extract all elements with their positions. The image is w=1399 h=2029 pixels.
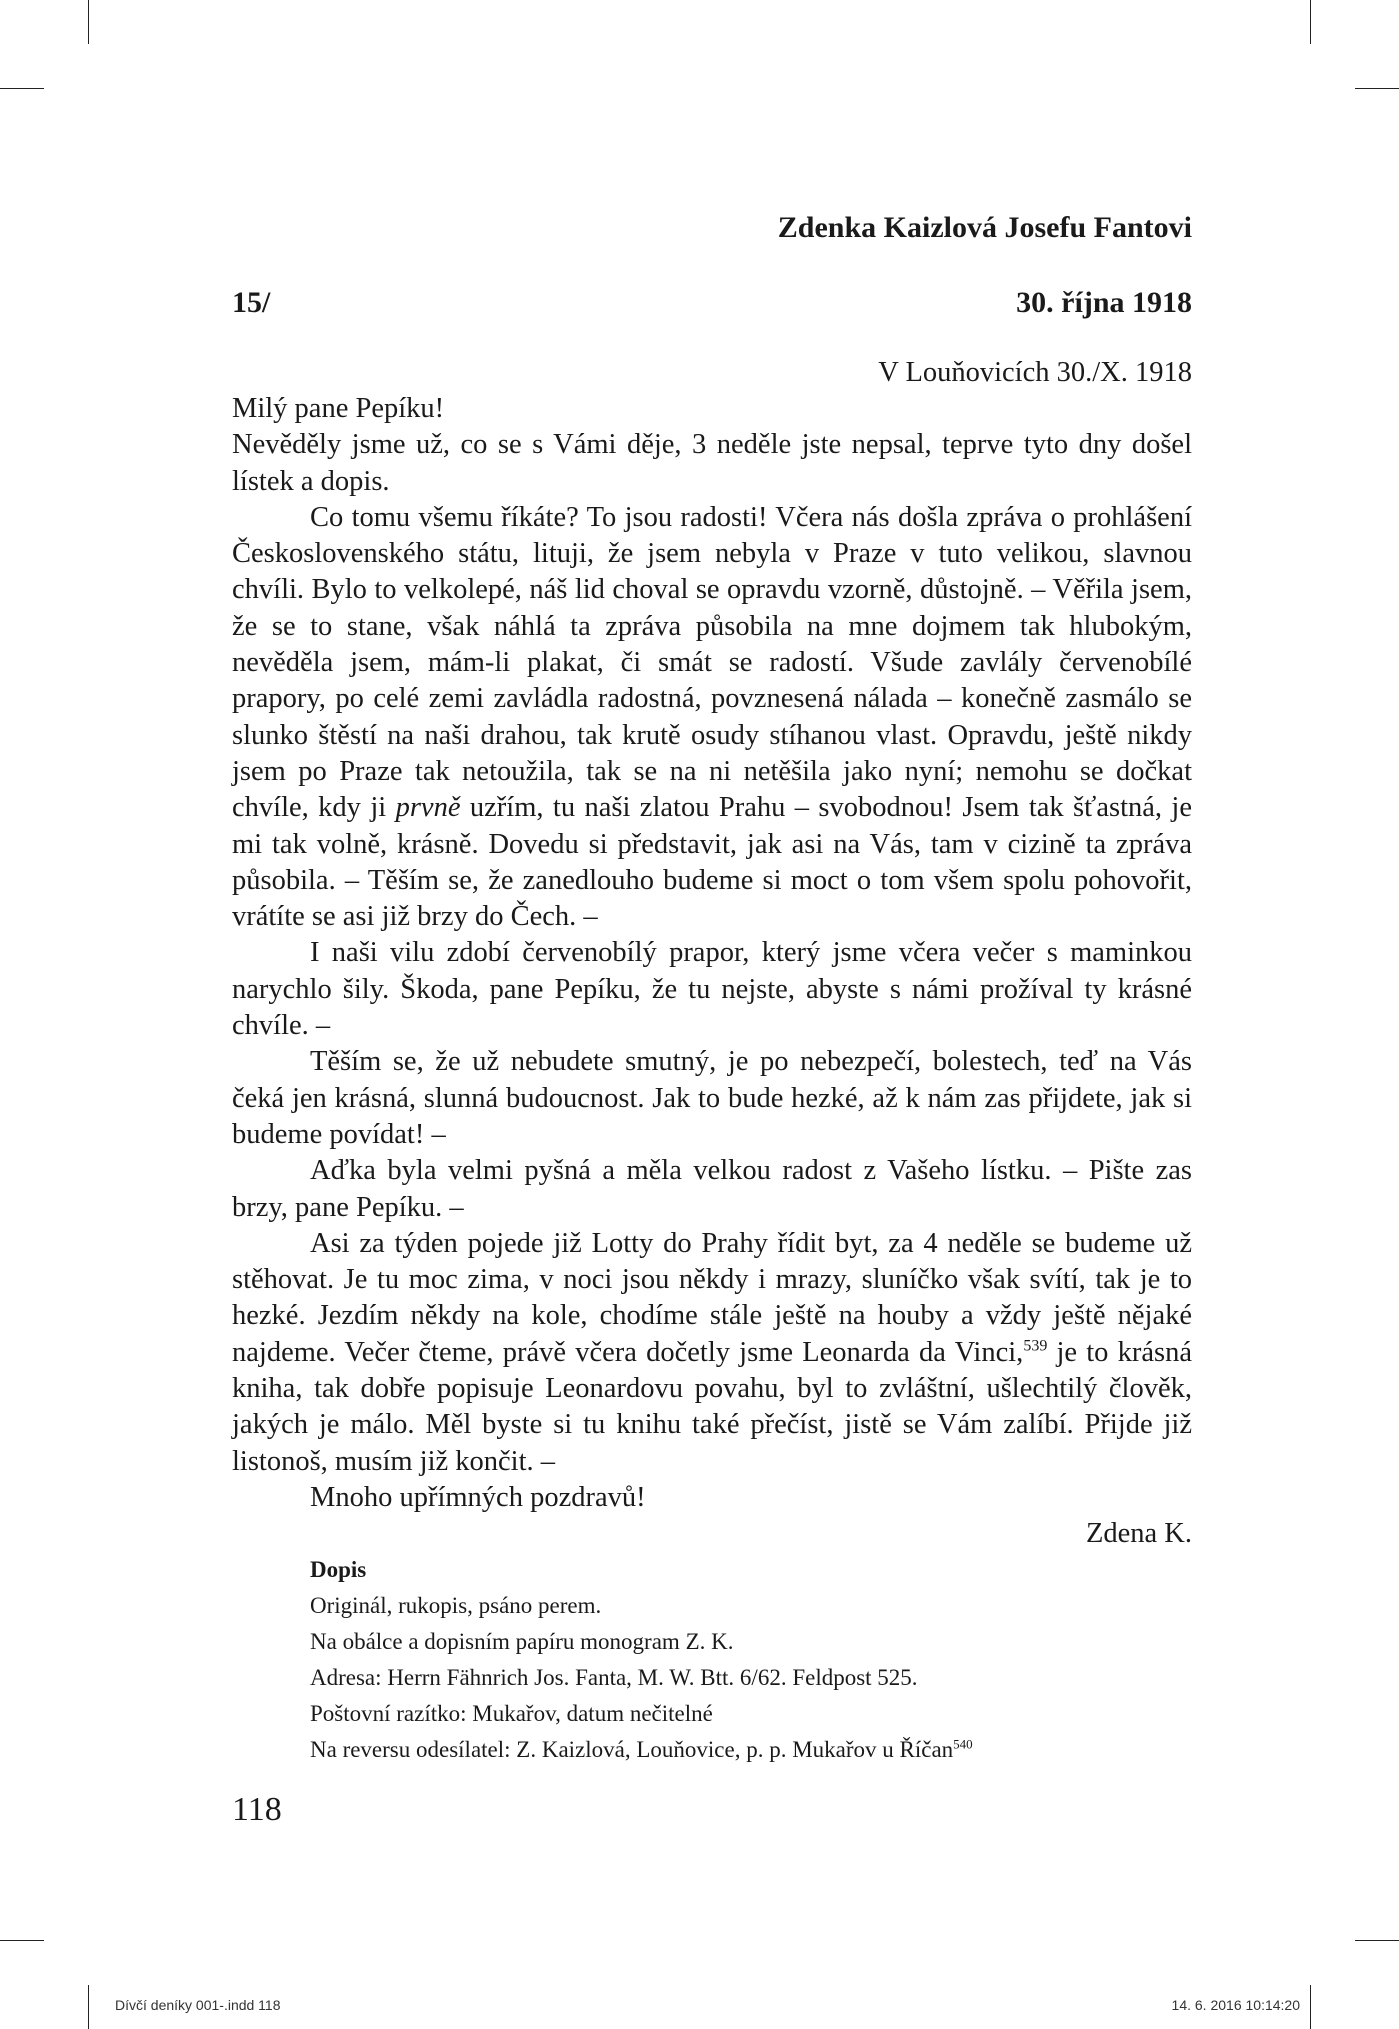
- crop-mark: [1355, 88, 1399, 89]
- paragraph: Nevěděly jsme už, co se s Vámi děje, 3 neděle jste nepsal, teprve tyto dny došel lístek a dopis.: [232, 429, 1192, 497]
- paragraph: [232, 500, 1192, 936]
- letter-date: 30. října 1918: [1016, 286, 1192, 319]
- crop-mark: [88, 0, 89, 44]
- note-line: [310, 1732, 1190, 1768]
- paragraph-text: Asi za týden pojede již Lotty do Prahy řídit byt, za 4 neděle se budeme už stěhovat. Je tu moc zima, v noci jsou někdy i mrazy, sluníčko však svítí, tak je to hezké. Jezdím někdy na kole, chodíme stále ještě na houby a vždy ještě nějaké najdeme. Večer čteme, právě včera dočetly jsme Leonarda da Vinci,: [232, 1227, 1192, 1368]
- closing: Mnoho upřímných pozdravů!: [310, 1481, 646, 1513]
- crop-mark: [1355, 1940, 1399, 1941]
- crop-mark: [1310, 1985, 1311, 2029]
- footnote-ref: 540: [953, 1736, 973, 1752]
- paragraph-text: je to krásná kniha, tak dobře popisuje Leonardovu povahu, byl to zvláštní, ušlechtilý člověk, jakých je málo. Měl byste si tu knihu také přečíst, jistě se Vám zalíbí. Přijde již listonoš, musím již končit. –: [232, 1336, 1193, 1477]
- note-line: Adresa: Herrn Fähnrich Jos. Fanta, M. W. Btt. 6/62. Feldpost 525.: [310, 1665, 918, 1690]
- paragraph: [232, 1226, 1192, 1480]
- paragraph: I naši vilu zdobí červenobílý prapor, který jsme včera večer s maminkou narychlo šily. Škoda, pane Pepíku, že tu nejste, abyste s námi prožíval ty krásné chvíle. –: [232, 937, 1192, 1042]
- paragraph-text: Co tomu všemu říkáte? To jsou radosti! Včera nás došla zpráva o prohlášení Československého státu, lituji, že jsem nebyla v Praze v tuto velikou, slavnou chvíli. Bylo to velkolepé, náš lid choval se opravdu vzorně, důstojně. – Věřila jsem, že se to stane, však náhlá ta zpráva působila na mne dojmem tak hlubokým, nevěděla jsem, mám-li plakat, či smát se radostí. Všude zavlály červenobílé prapory, po celé zemi zavládla radostná, povznesená nálada – konečně zasmálo se slunko štěstí na naši drahou, tak krutě osudy stíhanou vlast. Opravdu, ještě nikdy jsem po Praze tak netoužila, tak se na ni netěšila jako nyní; nemohu se dočkat chvíle, kdy ji: [232, 501, 1192, 824]
- paragraph-text: uzřím, tu naši zlatou Prahu – svobodnou! Jsem tak šťastná, je mi tak volně, krásně. Dovedu si představit, jak asi na Vás, tam v cizině ta zpráva působila. – Těším se, že zanedlouho budeme si moct o tom všem spolu pohovořit, vrátíte se asi již brzy do Čech. –: [232, 792, 1192, 933]
- place-date: V Louňovicích 30./X. 1918: [878, 357, 1192, 388]
- print-slug-datetime: 14. 6. 2016 10:14:20: [1171, 1997, 1300, 2013]
- crop-mark: [1310, 0, 1311, 44]
- italic-word: prvně: [395, 792, 461, 824]
- letter-number: 15/: [232, 286, 271, 319]
- source-note: [310, 1552, 1190, 1768]
- note-line: Poštovní razítko: Mukařov, datum nečitelné: [310, 1701, 713, 1726]
- note-line: Na obálce a dopisním papíru monogram Z. K.: [310, 1629, 734, 1654]
- letter-title: Zdenka Kaizlová Josefu Fantovi: [777, 211, 1192, 244]
- paragraph: Aďka byla velmi pyšná a měla velkou radost z Vašeho lístku. – Pište zas brzy, pane Pepíku. –: [232, 1155, 1192, 1223]
- paragraph: Těším se, že už nebudete smutný, je po nebezpečí, bolestech, teď na Vás čeká jen krásná, slunná budoucnost. Jak to bude hezké, až k nám zas přijdete, jak si budeme povídat! –: [232, 1046, 1192, 1150]
- page-number: 118: [232, 1791, 282, 1828]
- note-heading: Dopis: [310, 1557, 367, 1582]
- note-line-text: Na reversu odesílatel: Z. Kaizlová, Louňovice, p. p. Mukařov u Říčan: [310, 1737, 954, 1762]
- crop-mark: [0, 88, 44, 89]
- print-slug-file: Dívčí deníky 001-.indd 118: [115, 1997, 281, 2013]
- crop-mark: [0, 1940, 44, 1941]
- crop-mark: [88, 1985, 89, 2029]
- signature: Zdena K.: [1085, 1518, 1192, 1550]
- footnote-ref: 539: [1023, 1337, 1048, 1355]
- note-line: Originál, rukopis, psáno perem.: [310, 1593, 602, 1618]
- salutation: Milý pane Pepíku!: [232, 393, 445, 424]
- letter-body: [232, 391, 1192, 1553]
